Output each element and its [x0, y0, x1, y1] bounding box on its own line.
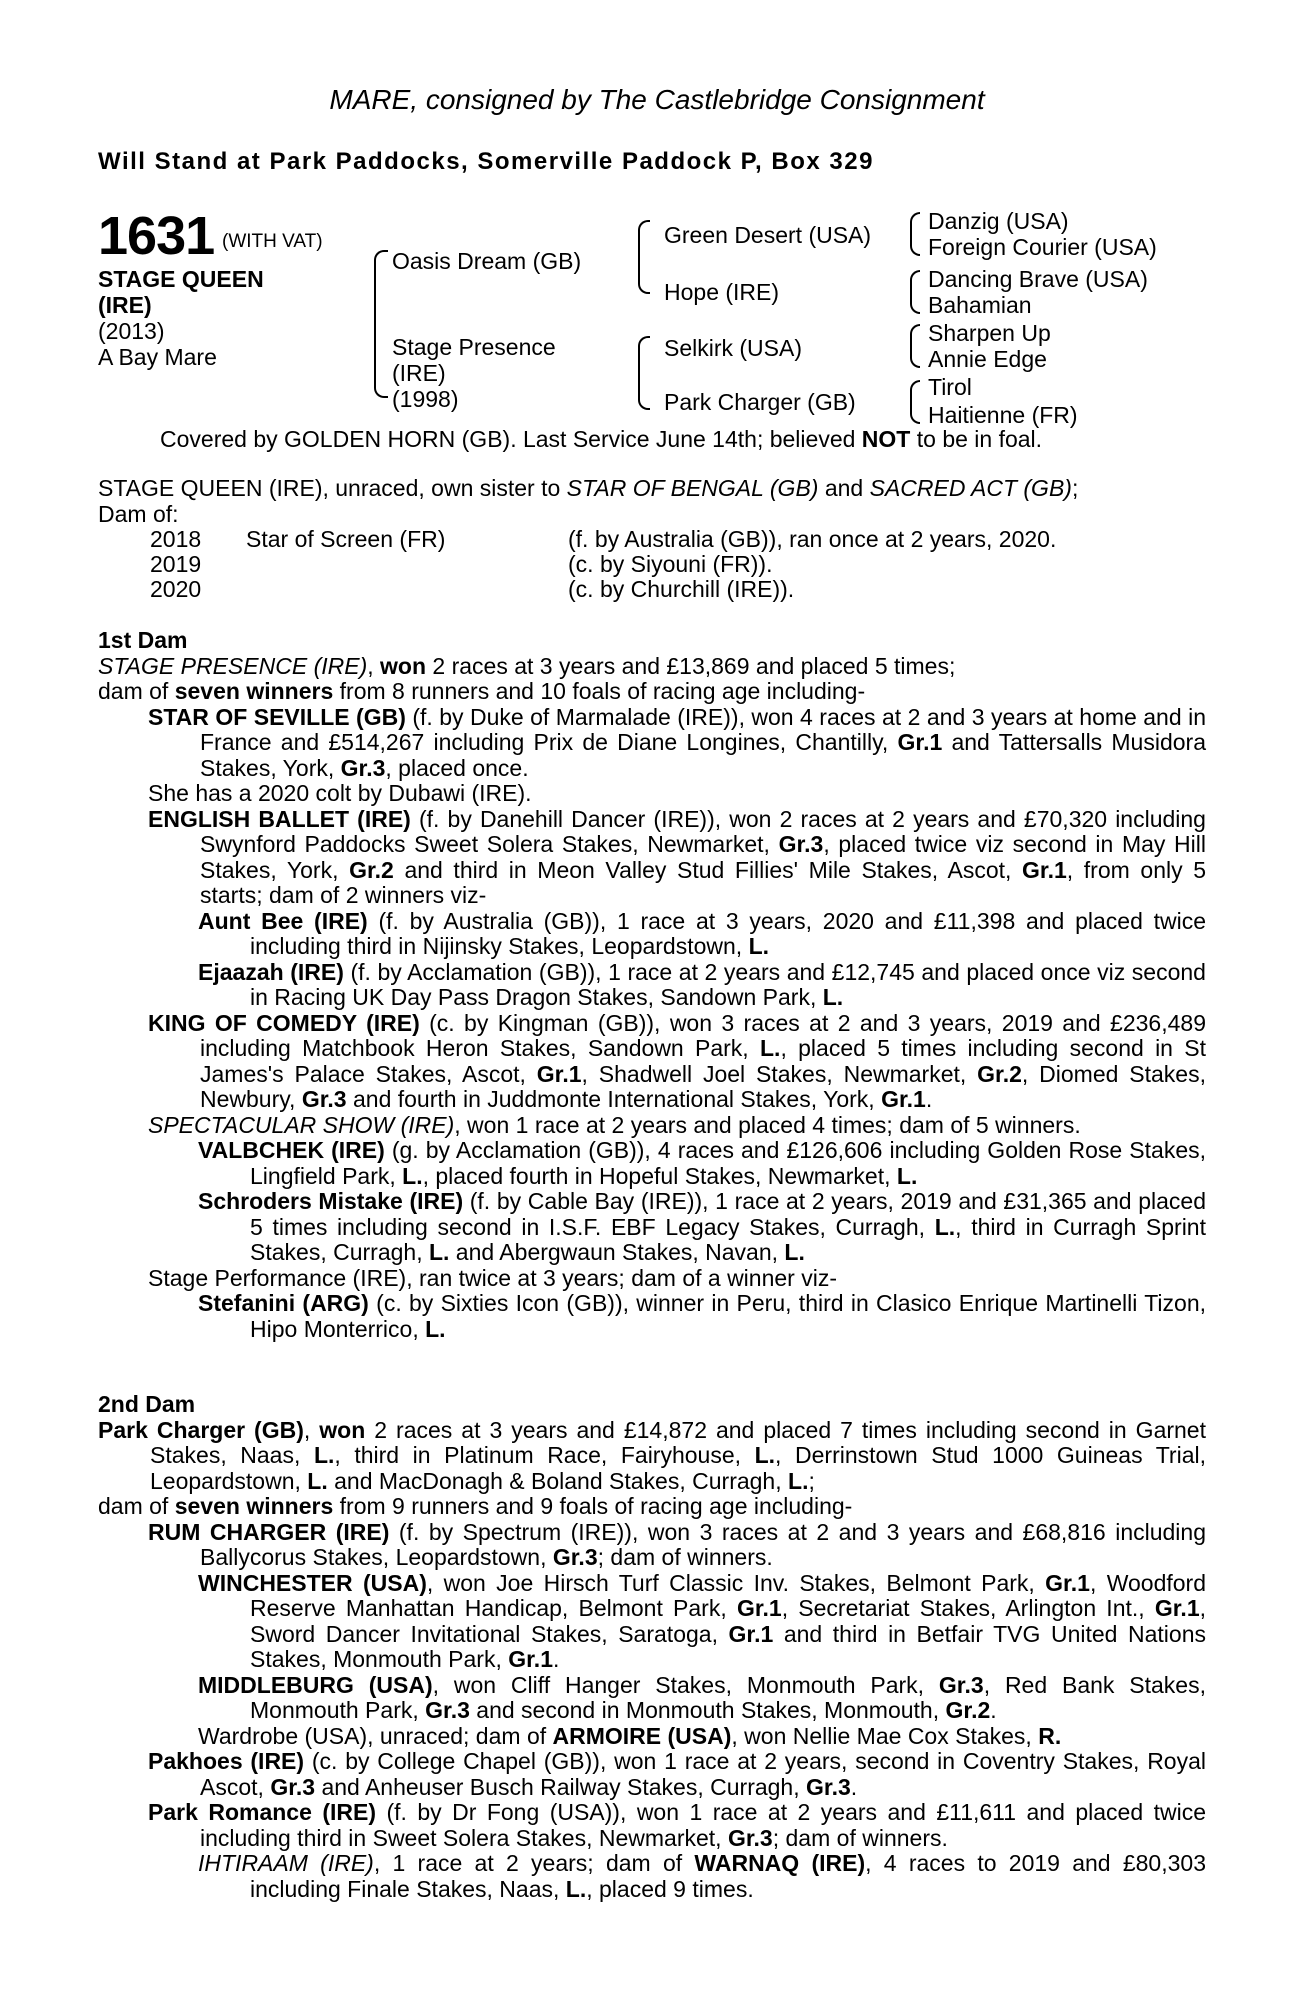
- vat-label: (WITH VAT): [222, 231, 323, 252]
- dam-line2: (IRE): [392, 360, 446, 386]
- gen3-1: Danzig (USA): [928, 208, 1069, 234]
- bracket-g3-2: [910, 270, 920, 314]
- entry-valbchek: VALBCHEK (IRE) (g. by Acclamation (GB)), 4 races and £126,606 including Golden Rose Stakes, Lingfield Park, L., placed fourth in Hopeful Stakes, Newmarket, L.: [198, 1137, 1206, 1189]
- gen3-3: Dancing Brave (USA): [928, 266, 1148, 292]
- covered-line: Covered by GOLDEN HORN (GB). Last Service June 14th; believed NOT to be in foal.: [160, 426, 1043, 452]
- dam-line3: (1998): [392, 386, 459, 412]
- entry-schroders-mistake: Schroders Mistake (IRE) (f. by Cable Bay (IRE)), 1 race at 2 years, 2019 and £31,365 and placed 5 times including second in I.S.F. EBF Legacy Stakes, Curragh, L., third in Curragh Sprint Stakes, Curragh, L. and Abergwaun Stakes, Navan, L.: [198, 1188, 1206, 1265]
- intro-block: [98, 476, 1206, 527]
- stand-location: Will Stand at Park Paddocks, Somerville Paddock P, Box 329: [98, 148, 874, 175]
- second-dam-heading: 2nd Dam: [98, 1391, 196, 1417]
- entry-ihtiraam: IHTIRAAM (IRE), 1 race at 2 years; dam of WARNAQ (IRE), 4 races to 2019 and £80,303 including Finale Stakes, Naas, L., placed 9 times.: [198, 1850, 1206, 1902]
- gen2-sire-dam: Hope (IRE): [664, 279, 780, 305]
- entry-english-ballet: ENGLISH BALLET (IRE) (f. by Danehill Dancer (IRE)), won 2 races at 2 years and £70,320 including Swynford Paddocks Sweet Solera Stakes, Newmarket, Gr.3, placed twice viz second in May Hill Stakes, York, Gr.2 and third in Meon Valley Stud Fillies' Mile Stakes, Ascot, Gr.1, from only 5 starts; dam of 2 winners viz-: [148, 805, 1207, 908]
- produce-row: 2019 (c. by Siyouni (FR)).: [150, 551, 773, 577]
- first-dam-summary: STAGE PRESENCE (IRE), won 2 races at 3 years and £13,869 and placed 5 times;: [98, 652, 956, 679]
- gen3-7: Tirol: [928, 374, 972, 400]
- horse-name: [98, 266, 264, 318]
- first-dam-produce-summary: dam of seven winners from 8 runners and 10 foals of racing age including-: [98, 678, 866, 704]
- bracket-g3-4: [910, 380, 920, 424]
- gen3-6: Annie Edge: [928, 346, 1047, 372]
- gen3-4: Bahamian: [928, 292, 1032, 318]
- entry-spectacular-show: SPECTACULAR SHOW (IRE), won 1 race at 2 years and placed 4 times; dam of 5 winners.: [148, 1111, 1081, 1138]
- entry-stage-performance: Stage Performance (IRE), ran twice at 3 years; dam of a winner viz-: [148, 1264, 837, 1291]
- entry-star-of-seville: STAR OF SEVILLE (GB) (f. by Duke of Marmalade (IRE)), won 4 races at 2 and 3 years at home and in France and £514,267 including Prix de Diane Longines, Chantilly, Gr.1 and Tattersalls Musidora Stakes, York, Gr.3, placed once.: [148, 703, 1206, 781]
- gen3-5: Sharpen Up: [928, 320, 1051, 346]
- produce-row: 2018 Star of Screen (FR) (f. by Australia (GB)), ran once at 2 years, 2020.: [150, 526, 1057, 552]
- horse-name-line2: (IRE): [98, 292, 152, 318]
- lot-number: 1631: [98, 206, 215, 266]
- entry-dubawi-colt: She has a 2020 colt by Dubawi (IRE).: [148, 780, 532, 806]
- gen2-dam-sire: Selkirk (USA): [664, 335, 803, 361]
- dam-line1: Stage Presence: [392, 334, 556, 360]
- entry-aunt-bee: Aunt Bee (IRE) (f. by Australia (GB)), 1 race at 3 years, 2020 and £11,398 and placed twice including third in Nijinsky Stakes, Leopardstown, L.: [198, 907, 1207, 959]
- entry-middleburg: MIDDLEBURG (USA), won Cliff Hanger Stakes, Monmouth Park, Gr.3, Red Bank Stakes, Monmouth Park, Gr.3 and second in Monmouth Stakes, Monmouth, Gr.2.: [198, 1671, 1206, 1723]
- intro-line: STAGE QUEEN (IRE), unraced, own sister to STAR OF BENGAL (GB) and SACRED ACT (GB);: [98, 475, 1079, 501]
- entry-park-romance: Park Romance (IRE) (f. by Dr Fong (USA)), won 1 race at 2 years and £11,611 and placed twice including third in Sweet Solera Stakes, Newmarket, Gr.3; dam of winners.: [148, 1799, 1206, 1851]
- entry-rum-charger: RUM CHARGER (IRE) (f. by Spectrum (IRE)), won 3 races at 2 and 3 years and £68,816 including Ballycorus Stakes, Leopardstown, Gr.3; dam of winners.: [148, 1518, 1206, 1570]
- gen2-sire-sire: Green Desert (USA): [664, 222, 872, 248]
- sire: Oasis Dream (GB): [392, 248, 582, 274]
- entry-winchester: WINCHESTER (USA), won Joe Hirsch Turf Classic Inv. Stakes, Belmont Park, Gr.1, Woodford Reserve Manhattan Handicap, Belmont Park, Gr.1, Secretariat Stakes, Arlington Int., Gr.1, Sword Dancer Invitational Stakes, Saratoga, Gr.1 and third in Betfair TVG United Nations Stakes, Monmouth Park, Gr.1.: [198, 1569, 1207, 1672]
- horse-name-line1: STAGE QUEEN: [98, 266, 264, 292]
- entry-king-of-comedy: KING OF COMEDY (IRE) (c. by Kingman (GB)), won 3 races at 2 and 3 years, 2019 and £236,489 including Matchbook Heron Stakes, Sandown Park, L., placed 5 times including second in St James's Palace Stakes, Ascot, Gr.1, Shadwell Joel Stakes, Newmarket, Gr.2, Diomed Stakes, Newbury, Gr.3 and fourth in Juddmonte International Stakes, York, Gr.1.: [148, 1009, 1206, 1112]
- gen3-8: Haitienne (FR): [928, 402, 1078, 428]
- dam-of-label: Dam of:: [98, 500, 179, 527]
- gen2-dam-dam: Park Charger (GB): [664, 389, 856, 415]
- first-dam-section: [98, 628, 1206, 1342]
- bracket-sire-dam: [374, 250, 388, 398]
- horse-description: A Bay Mare: [98, 344, 217, 370]
- produce-row: 2020 (c. by Churchill (IRE)).: [150, 576, 795, 602]
- entry-wardrobe: Wardrobe (USA), unraced; dam of ARMOIRE (USA), won Nellie Mae Cox Stakes, R.: [198, 1722, 1062, 1749]
- second-dam-summary: Park Charger (GB), won 2 races at 3 years and £14,872 and placed 7 times including second in Garnet Stakes, Naas, L., third in Platinum Race, Fairyhouse, L., Derrinstown Stud 1000 Guineas Trial, Leopardstown, L. and MacDonagh & Boland Stakes, Curragh, L.;: [98, 1416, 1206, 1494]
- entry-pakhoes: Pakhoes (IRE) (c. by College Chapel (GB)), won 1 race at 2 years, second in Coventry Stakes, Royal Ascot, Gr.3 and Anheuser Busch Railway Stakes, Curragh, Gr.3.: [148, 1748, 1206, 1800]
- second-dam-produce-summary: dam of seven winners from 9 runners and 9 foals of racing age including-: [98, 1493, 853, 1519]
- consignment-line: MARE, consigned by The Castlebridge Consignment: [329, 84, 985, 115]
- bracket-g3-1: [910, 212, 920, 256]
- entry-stefanini: Stefanini (ARG) (c. by Sixties Icon (GB)), winner in Peru, third in Clasico Enrique Martinelli Tizon, Hipo Monterrico, L.: [198, 1290, 1206, 1342]
- bracket-g3-3: [910, 324, 920, 368]
- foaling-year: (2013): [98, 318, 165, 344]
- bracket-dam-parents: [638, 336, 650, 410]
- entry-ejaazah: Ejaazah (IRE) (f. by Acclamation (GB)), 1 race at 2 years and £12,745 and placed once viz second in Racing UK Day Pass Dragon Stakes, Sandown Park, L.: [198, 958, 1206, 1010]
- first-dam-heading: 1st Dam: [98, 627, 188, 653]
- second-dam-section: [98, 1392, 1206, 1902]
- bracket-sire-parents: [638, 220, 650, 294]
- gen3-2: Foreign Courier (USA): [928, 234, 1157, 260]
- produce-table: [150, 527, 1056, 602]
- dam: [392, 334, 556, 412]
